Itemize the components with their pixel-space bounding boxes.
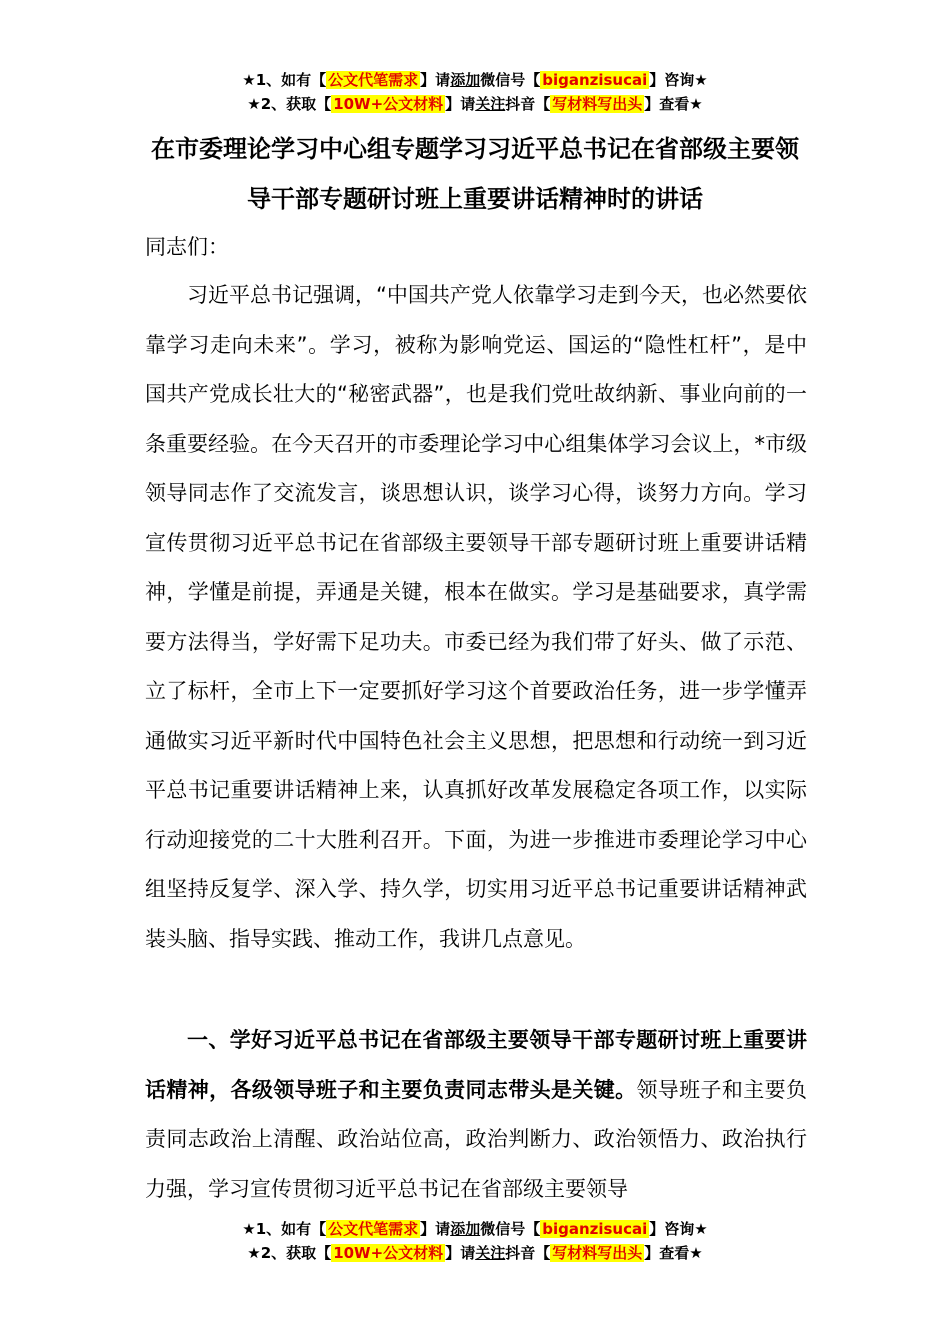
banner-text: ★1、如有【 (242, 71, 327, 89)
banner-text: ★2、获取【 (247, 95, 332, 113)
banner-highlight: 公文代笔需求 (328, 71, 419, 89)
salutation: 同志们： (145, 235, 229, 259)
banner-highlight: biganzisucai (542, 1220, 648, 1238)
banner-text: 微信号【 (480, 1220, 541, 1238)
banner-text: 】咨询★ (649, 1220, 708, 1238)
banner-text: 】请 (420, 71, 451, 89)
body-paragraph: 习近平总书记强调，“中国共产党人依靠学习走到今天，也必然要依靠学习走向未来”。学习，被称为影响党运、国运的“隐性杠杆”，是中国共产党成长壮大的“秘密武器”，也是我们党吐故纳新、事业向前的一条重要经验。在今天召开的市委理论学习中心组集体学习会议上，*市级领导同志作了交流发言，谈思想认识，谈学习心得，谈努力方向。学习宣传贯彻习近平总书记在省部级主要领导干部专题研讨班上重要讲话精神，学懂是前提，弄通是关键，根本在做实。学习是基础要求，真学需要方法得当，学好需下足功夫。市委已经为我们带了好头、做了示范、立了标杆，全市上下一定要抓好学习这个首要政治任务，进一步学懂弄通做实习近平新时代中国特色社会主义思想，把思想和行动统一到习近平总书记重要讲话精神上来，认真抓好改革发展稳定各项工作，以实际行动迎接党的二十大胜利召开。下面，为进一步推进市委理论学习中心组坚持反复学、深入学、持久学，切实用习近平总书记重要讲话精神武装头脑、指导实践、推动工作，我讲几点意见。 (145, 283, 807, 951)
section-heading: 一、学好习近平总书记在省部级主要领导干部专题研讨班上重要讲话精神，各级领导班子和主要负责同志带头是关键。 (145, 1028, 807, 1102)
banner-underlined-text: 添加 (450, 71, 481, 89)
section-text: 领导班子和主要负责同志政治上清醒、政治站位高，政治判断力、政治领悟力、政治执行力强，学习宣传贯彻习近平总书记在省部级主要领导 (145, 1077, 808, 1201)
banner-highlight: 10W+公文材料 (333, 1244, 444, 1262)
banner-text: 】请 (420, 1220, 451, 1238)
section-paragraph (145, 1016, 807, 1214)
banner-text: 】咨询★ (649, 71, 708, 89)
banner-line-1 (0, 68, 950, 92)
banner-text: 抖音【 (505, 95, 551, 113)
document-title: 在市委理论学习中心组专题学习习近平总书记在省部级主要领导干部专题研讨班上重要讲话精神时的讲话 (151, 135, 799, 213)
banner-line-2 (0, 1241, 950, 1265)
banner-line-2 (0, 92, 950, 116)
banner-text: ★2、获取【 (247, 1244, 332, 1262)
banner-highlight: 写材料写出头 (552, 95, 643, 113)
banner-highlight: 10W+公文材料 (333, 95, 444, 113)
banner-underlined-text: 关注 (475, 1244, 506, 1262)
banner-text: ★1、如有【 (242, 1220, 327, 1238)
banner-text: 抖音【 (505, 1244, 551, 1262)
banner-text: 】查看★ (644, 1244, 703, 1262)
banner-highlight: 写材料写出头 (552, 1244, 643, 1262)
banner-text: 】请 (445, 1244, 476, 1262)
banner-highlight: 公文代笔需求 (328, 1220, 419, 1238)
banner-line-1 (0, 1217, 950, 1241)
banner-highlight: biganzisucai (542, 71, 648, 89)
banner-text: 微信号【 (480, 71, 541, 89)
footer-banner (0, 1217, 950, 1265)
banner-underlined-text: 添加 (450, 1220, 481, 1238)
banner-text: 】请 (445, 95, 476, 113)
banner-underlined-text: 关注 (475, 95, 506, 113)
banner-text: 】查看★ (644, 95, 703, 113)
header-banner (0, 68, 950, 116)
